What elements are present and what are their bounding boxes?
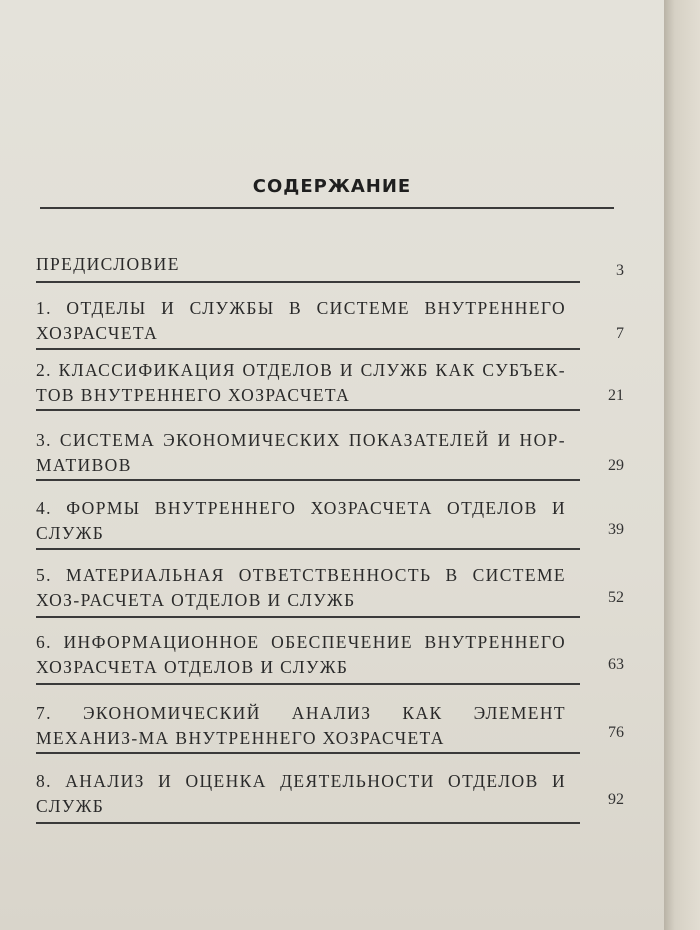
- toc-entry-text: 8. АНАЛИЗ И ОЦЕНКА ДЕЯТЕЛЬНОСТИ ОТДЕЛОВ И СЛУЖБ: [36, 771, 566, 816]
- toc-entry-divider: [36, 752, 580, 754]
- toc-entry-divider: [36, 281, 580, 283]
- toc-entry-divider: [36, 479, 580, 481]
- toc-entry-page: 52: [608, 589, 624, 606]
- toc-entry-divider: [36, 348, 580, 350]
- toc-title: СОДЕРЖАНИЕ: [252, 176, 412, 197]
- toc-entry-text: 7. ЭКОНОМИЧЕСКИЙ АНАЛИЗ КАК ЭЛЕМЕНТ МЕХАНИЗ-МА ВНУТРЕННЕГО ХОЗРАСЧЕТА: [36, 703, 566, 748]
- toc-entry-divider: [36, 683, 580, 685]
- toc-entry-page: 29: [608, 457, 624, 474]
- toc-entry-divider: [36, 409, 580, 411]
- toc-entry-text: 3. СИСТЕМА ЭКОНОМИЧЕСКИХ ПОКАЗАТЕЛЕЙ И НОР-МАТИВОВ: [36, 430, 566, 475]
- toc-entry-page: 7: [616, 325, 624, 342]
- adjacent-page-edge: [664, 0, 700, 930]
- toc-entry-page: 39: [608, 521, 624, 538]
- toc-entry-page: 92: [608, 791, 624, 808]
- toc-entry-text: 4. ФОРМЫ ВНУТРЕННЕГО ХОЗРАСЧЕТА ОТДЕЛОВ И СЛУЖБ: [36, 498, 566, 543]
- toc-entry-divider: [36, 548, 580, 550]
- toc-entry-text: ПРЕДИСЛОВИЕ: [36, 254, 180, 274]
- title-divider: [40, 207, 614, 209]
- toc-entry-text: 2. КЛАССИФИКАЦИЯ ОТДЕЛОВ И СЛУЖБ КАК СУБЪЕК-ТОВ ВНУТРЕННЕГО ХОЗРАСЧЕТА: [36, 360, 566, 405]
- toc-entry-text: 5. МАТЕРИАЛЬНАЯ ОТВЕТСТВЕННОСТЬ В СИСТЕМЕ ХОЗ-РАСЧЕТА ОТДЕЛОВ И СЛУЖБ: [36, 565, 566, 610]
- toc-entry-page: 63: [608, 656, 624, 673]
- toc-entry-page: 21: [608, 387, 624, 404]
- toc-entry-text: 1. ОТДЕЛЫ И СЛУЖБЫ В СИСТЕМЕ ВНУТРЕННЕГО ХОЗРАСЧЕТА: [36, 298, 566, 343]
- toc-entry-divider: [36, 616, 580, 618]
- toc-entry-text: 6. ИНФОРМАЦИОННОЕ ОБЕСПЕЧЕНИЕ ВНУТРЕННЕГО ХОЗРАСЧЕТА ОТДЕЛОВ И СЛУЖБ: [36, 632, 566, 677]
- toc-entry-page: 3: [616, 262, 624, 279]
- toc-entry-page: 76: [608, 724, 624, 741]
- toc-entry-divider: [36, 822, 580, 824]
